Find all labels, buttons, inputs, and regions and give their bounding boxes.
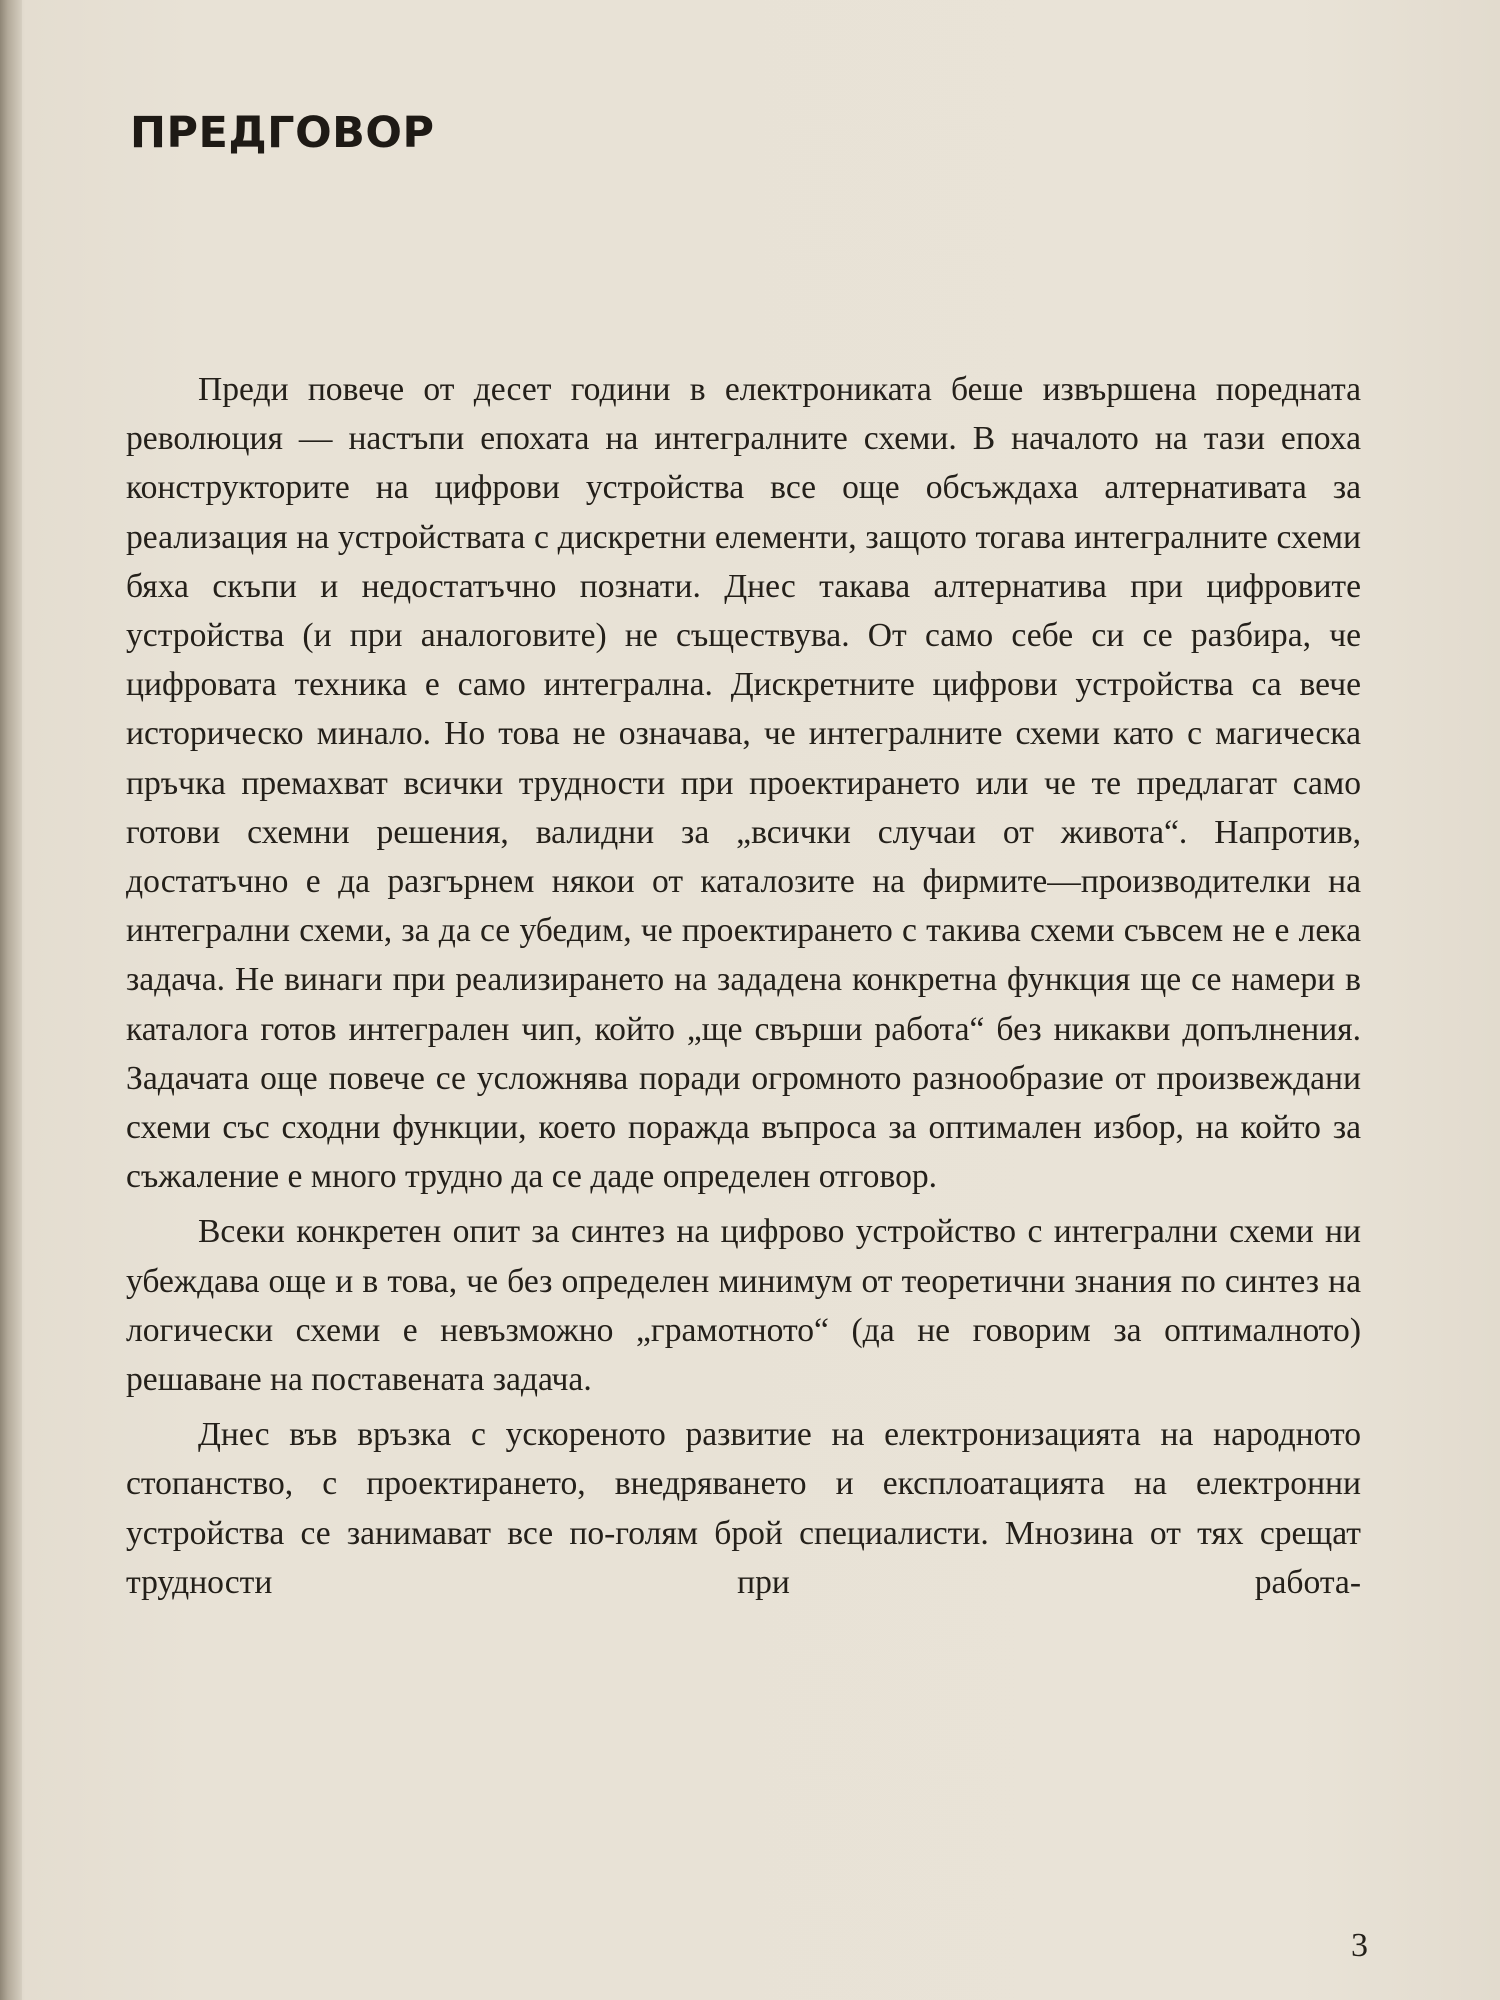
page-title: ПРЕДГОВОР — [130, 108, 435, 158]
book-spine-shadow — [0, 0, 22, 2000]
paragraph-2: Всеки конкретен опит за синтез на цифрово устройство с интегрални схеми ни убеждава още и в това, че без определен минимум от теоретични знания по синтез на логически схеми е невъзможно „грамотното“ (да не говорим за оптималното) решаване на поставената задача. — [126, 1213, 1361, 1399]
paragraph-1: Преди повече от десет години в електрониката беше извършена поредната революция — настъпи епохата на интегралните схеми. В началото на тази епоха конструкторите на цифрови устройства все още обсъждаха алтернативата за реализация на устройствата с дискретни елементи, защото тогава интегралните схеми бяха скъпи и недостатъчно познати. Днес такава алтернатива при цифровите устройства (и при аналоговите) не съществува. От само себе си се разбира, че цифровата техника е само интегрална. Дискретните цифрови устройства са вече историческо минало. Но това не означава, че интегралните схеми като с магическа пръчка премахват всички трудности при проектирането или че те предлагат само готови схемни решения, валидни за „всички случаи от живота“. Напротив, достатъчно е да разгърнем някои от каталозите на фирмите—производителки на интегрални схеми, за да се убедим, че проектирането с такива схеми съвсем не е лека задача. Не винаги при реализирането на зададена конкретна функция ще се намери в каталога готов интегрален чип, който „ще свърши работа“ без никакви допълнения. Задачата още повече се усложнява поради огромното разнообразие от произвеждани схеми със сходни функции, което поражда въпроса за оптимален избор, на който за съжаление е много трудно да се даде определен отговор. — [126, 371, 1361, 1196]
body-text — [126, 365, 1361, 1613]
page-number: 3 — [1351, 1927, 1368, 1964]
paragraph-3: Днес във връзка с ускореното развитие на електронизацията на народното стопанство, с проектирането, внедряването и експлоатацията на електронни устройства се занимават все по-голям брой специалисти. Мнозина от тях срещат трудности при работа- — [126, 1416, 1361, 1601]
